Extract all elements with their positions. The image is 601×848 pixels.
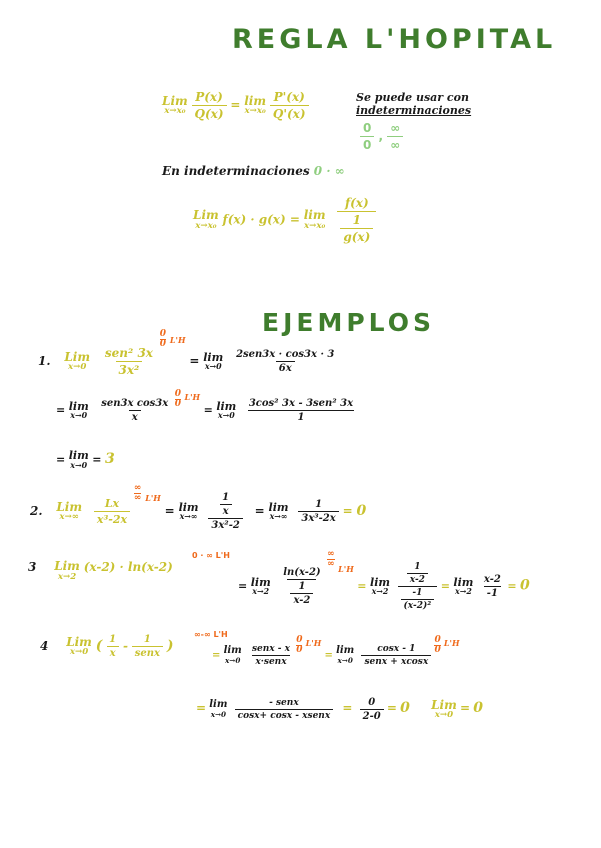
examples-title: EJEMPLOS (262, 308, 435, 337)
example-4-left: 4 Lim x→0 ( $\frac{1}{x}$ - $\frac{1}{\text{senx}}$ ) (40, 634, 174, 659)
indet-form: 0 · ∞ (313, 164, 345, 178)
example-3-left: 3 Lim x→2 (x-2) · ln(x-2) (28, 559, 173, 582)
example-1-result: 3 (104, 450, 115, 467)
example-1-line2: = lim x→0 $\frac{\text{sen3x cos3x}}{x}$ $\frac{0}{0}$ $^{L'H}$ = lim x→0 $\frac{\text{3cos² 3x - 3sen² 3x}}{1}$ (56, 389, 354, 423)
rule-fraction2: $\frac{P'(x)}{Q'(x)}$ (270, 90, 309, 121)
rule-formula: Lim x→x₀ $\frac{P(x)}{Q(x)}$ = lim x→x₀ $\frac{P'(x)}{Q'(x)}$ (162, 90, 309, 121)
example-4-right: = lim x→0 $\frac{\text{senx - x}}{\text{x·senx}}$ $\frac{0}{0}$ $^{L'H}$ = lim x→0 $\frac{\cos x - 1}{\text{senx + xcosx}}$ $\frac{0}{0}$ $^{L'H}$ (212, 635, 460, 667)
rule-lim: Lim x→x₀ (162, 93, 188, 117)
page-title: REGLA L'HOPITAL (232, 24, 557, 55)
example-1-line3: = lim x→0 = 3 (56, 449, 115, 470)
indet-text: En indeterminaciones 0 · ∞ (162, 164, 345, 178)
example-4-line2: = lim x→0 $\frac{\text{- senx}}{\text{cosx+ cosx - xsenx}}$ = $\frac{0}{2-0}$ = 0 Lim x→0 = 0 (196, 697, 483, 722)
example-2: 2. Lim x→∞ $\frac{Lx}{\text{x³-2x}}$ ∞ ∞ $^{L'H}$ = lim x→∞ $\frac{\frac{1}{x}}{\text{3x²-2}}$ = lim x→∞ $\frac{1}{\text{3x³-2x}}$ = 0 (30, 483, 367, 531)
rule-lim2: lim x→x₀ (244, 93, 267, 117)
example-4-result: 0 (400, 700, 410, 716)
example-1-line1: 1. Lim x→0 $\frac{\text{sen² 3x}}{\text{3x²}}$ $\frac{0}{0}$ $^{L'H}$ = lim x→0 $\frac{\text{2sen3x · cos3x · 3}}{6x}$ (38, 329, 335, 377)
example-4-final-result: 0 (473, 700, 483, 716)
rule-fraction: $\frac{P(x)}{Q(x)}$ (192, 90, 227, 121)
example-3-ind: 0 · ∞ L'H (192, 551, 230, 560)
rule-note: Se puede usar con indeterminaciones (356, 91, 472, 117)
rule-indeterminations: $\frac{0}{0}$ , $\frac{\infty}{\infty}$ (360, 121, 403, 152)
example-3-result: 0 (520, 577, 530, 594)
example-4-ind: ∞-∞ L'H (194, 630, 228, 639)
example-3-right: = lim x→2 $\frac{\ln(x-2)}{\frac{1}{x-2}}$ ∞ ∞ $^{L'H}$ = lim x→2 $\frac{\frac{1}{x-2}}{\frac{-1}{\text{(x-2)²}}}$ = lim x→2 $\frac{x-2}{-1}$ = 0 (238, 549, 530, 611)
example-2-result: 0 (356, 503, 367, 519)
indet-formula: Lim x→x₀ f(x) · g(x) = lim x→x₀ $\frac{f(x)}{\frac{1}{g(x)}}$ (193, 196, 376, 244)
